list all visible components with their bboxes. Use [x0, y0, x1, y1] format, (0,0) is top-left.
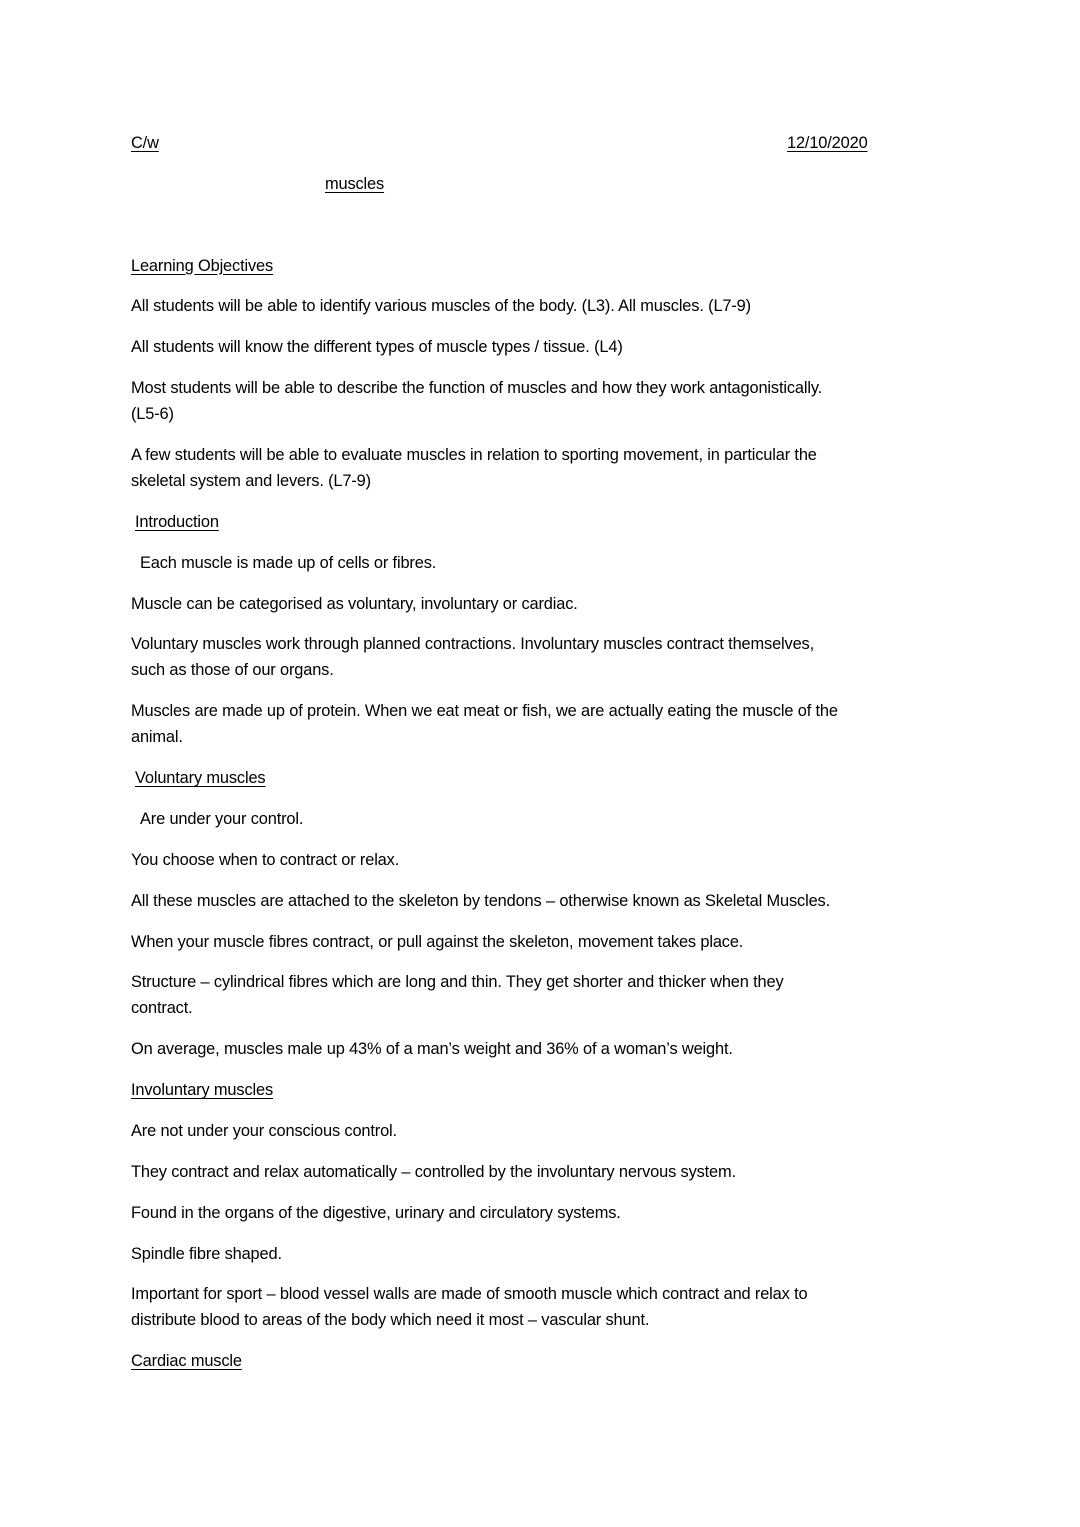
- text-line: All students will be able to identify various muscles of the body. (L3). All muscles. (L7-9): [131, 297, 751, 316]
- text-line: animal.: [131, 728, 183, 747]
- text-line: They contract and relax automatically – controlled by the involuntary nervous system.: [131, 1162, 736, 1181]
- text-line: distribute blood to areas of the body which need it most – vascular shunt.: [131, 1311, 650, 1330]
- text-line: Most students will be able to describe the function of muscles and how they work antagonistically.: [131, 379, 823, 398]
- heading-text: Involuntary muscles: [131, 1081, 273, 1100]
- paragraph: [131, 969, 961, 1021]
- introduction-heading: [131, 509, 961, 535]
- paragraph: [131, 847, 961, 873]
- text-line: Important for sport – blood vessel walls are made of smooth muscle which contract and relax to: [131, 1285, 808, 1304]
- header-row: [131, 130, 961, 156]
- text-line: Structure – cylindrical fibres which are long and thin. They get shorter and thicker when they: [131, 973, 784, 992]
- paragraph: [131, 929, 961, 955]
- heading-text: Learning Objectives: [131, 256, 274, 275]
- text-line: Are under your control.: [140, 810, 304, 829]
- text-line: Muscle can be categorised as voluntary, involuntary or cardiac.: [131, 594, 578, 613]
- page-title: [131, 171, 961, 197]
- text-line: All these muscles are attached to the skeleton by tendons – otherwise known as Skeletal Muscles.: [131, 891, 830, 910]
- paragraph: [131, 1241, 961, 1267]
- text-line: On average, muscles male up 43% of a man’s weight and 36% of a woman’s weight.: [131, 1040, 733, 1059]
- paragraph: [131, 698, 961, 750]
- blank-line: [131, 212, 961, 238]
- heading-text: Cardiac muscle: [131, 1352, 242, 1371]
- paragraph: [131, 1281, 961, 1333]
- introduction-list: [131, 550, 961, 751]
- text-line: such as those of our organs.: [131, 661, 334, 680]
- document-page: [131, 130, 961, 1389]
- objectives-list: [131, 293, 961, 494]
- paragraph: [131, 591, 961, 617]
- paragraph: [131, 1118, 961, 1144]
- paragraph: [131, 334, 961, 360]
- paragraph: [131, 375, 961, 427]
- text-line: Each muscle is made up of cells or fibres.: [140, 553, 437, 572]
- text-line: Spindle fibre shaped.: [131, 1244, 282, 1263]
- date: 12/10/2020: [787, 134, 868, 152]
- text-line: When your muscle fibres contract, or pull against the skeleton, movement takes place.: [131, 932, 744, 951]
- paragraph: [131, 1036, 961, 1062]
- paragraph: [131, 293, 961, 319]
- voluntary-heading: [131, 765, 961, 791]
- objectives-heading: [131, 253, 961, 279]
- heading-text: Voluntary muscles: [135, 769, 266, 788]
- cardiac-heading: [131, 1348, 961, 1374]
- paragraph: [131, 631, 961, 683]
- paragraph: [131, 888, 961, 914]
- involuntary-list: [131, 1118, 961, 1333]
- involuntary-heading: [131, 1077, 961, 1103]
- text-line: Voluntary muscles work through planned contractions. Involuntary muscles contract themselves,: [131, 635, 814, 654]
- paragraph: [131, 1159, 961, 1185]
- heading-text: Introduction: [135, 512, 219, 531]
- text-line: A few students will be able to evaluate muscles in relation to sporting movement, in particular the: [131, 446, 817, 465]
- text-line: Are not under your conscious control.: [131, 1122, 397, 1141]
- classwork-label: C/w: [131, 134, 159, 152]
- voluntary-list: [131, 806, 961, 1062]
- paragraph: [131, 1200, 961, 1226]
- paragraph: [131, 806, 961, 832]
- text-line: (L5-6): [131, 405, 174, 424]
- text-line: You choose when to contract or relax.: [131, 850, 400, 869]
- paragraph: [131, 550, 961, 576]
- text-line: Muscles are made up of protein. When we eat meat or fish, we are actually eating the muscle of the: [131, 702, 838, 721]
- paragraph: [131, 442, 961, 494]
- text-line: skeletal system and levers. (L7-9): [131, 472, 371, 491]
- title-text: muscles: [325, 174, 385, 193]
- text-line: contract.: [131, 999, 193, 1018]
- text-line: Found in the organs of the digestive, urinary and circulatory systems.: [131, 1203, 621, 1222]
- text-line: All students will know the different types of muscle types / tissue. (L4): [131, 338, 623, 357]
